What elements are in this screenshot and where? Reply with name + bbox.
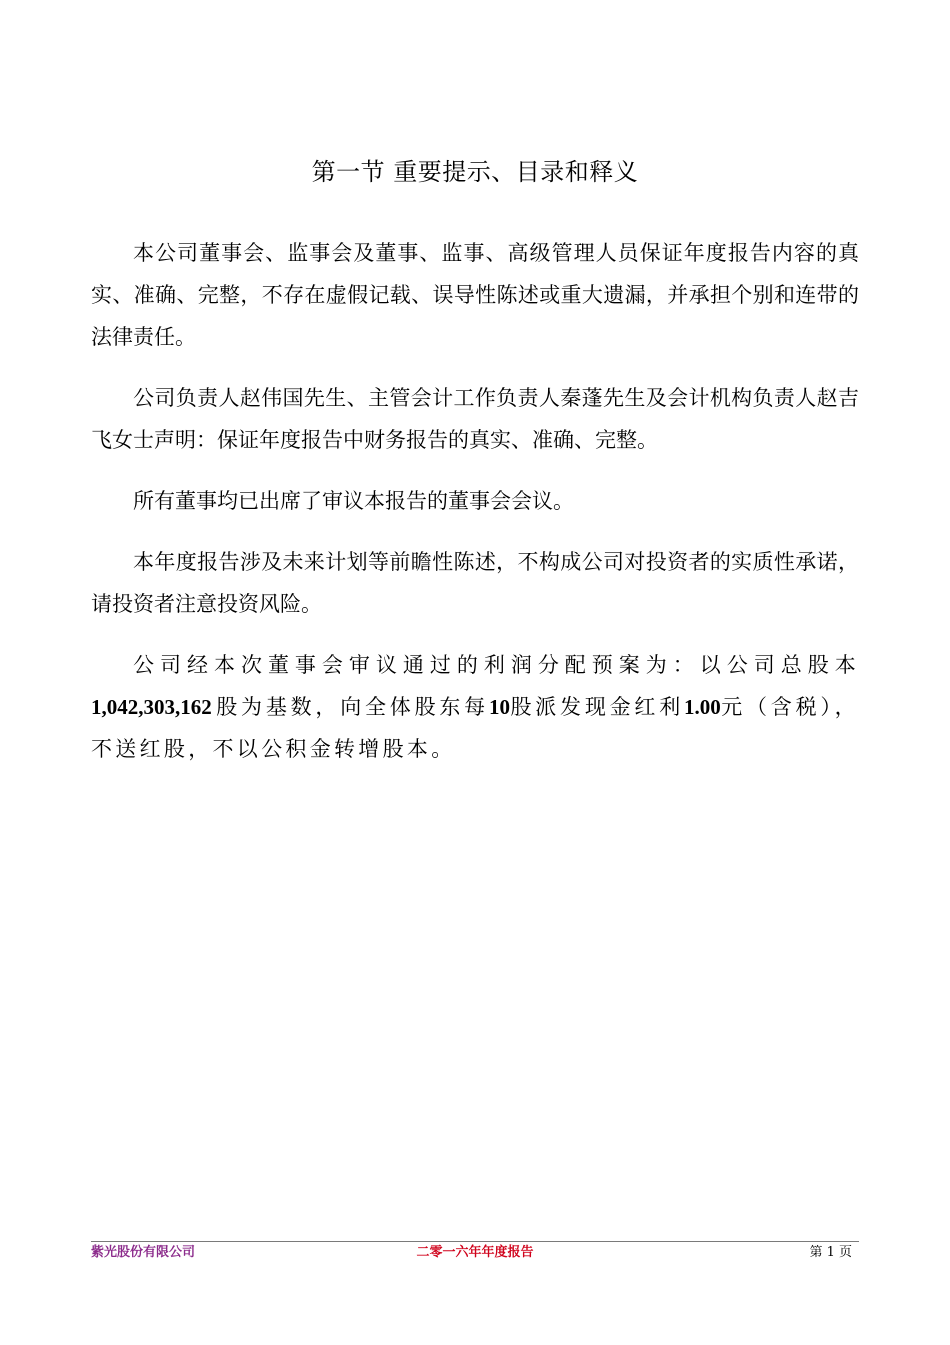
distribution-tail-text: 元（含税），不送红股，不以公积金转增股本。 bbox=[91, 695, 859, 761]
paragraph-board-attendance: 所有董事均已出席了审议本报告的董事会会议。 bbox=[133, 489, 574, 513]
footer-company-name: 紫光股份有限公司 bbox=[91, 1245, 196, 1260]
footer-divider bbox=[91, 1241, 859, 1242]
footer-page-number: 第 1 页 bbox=[809, 1245, 852, 1260]
footer-report-name: 二零一六年年度报告 bbox=[416, 1245, 534, 1260]
distribution-lead-text: 公司经本次董事会审议通过的利润分配预案为：以公司总股本 bbox=[133, 653, 859, 677]
per-shares-count: 10 bbox=[488, 695, 510, 719]
distribution-base-text: 股为基数，向全体股东每 bbox=[215, 695, 489, 719]
paragraph-officer-declaration: 公司负责人赵伟国先生、主管会计工作负责人秦蓬先生及会计机构负责人赵吉飞女士声明：保证年度报告中财务报告的真实、准确、完整。 bbox=[91, 386, 859, 452]
distribution-cash-text: 股派发现金红利 bbox=[509, 695, 684, 719]
section-title: 第一节 重要提示、目录和释义 bbox=[311, 158, 639, 186]
paragraph-responsibility-statement: 本公司董事会、监事会及董事、监事、高级管理人员保证年度报告内容的真实、准确、完整，不存在虚假记载、误导性陈述或重大遗漏，并承担个别和连带的法律责任。 bbox=[91, 241, 859, 349]
body-text bbox=[91, 232, 859, 789]
cash-dividend-amount: 1.00 bbox=[683, 695, 721, 719]
paragraph-forward-looking-risk: 本年度报告涉及未来计划等前瞻性陈述，不构成公司对投资者的实质性承诺，请投资者注意投资风险。 bbox=[91, 550, 859, 616]
paragraph-profit-distribution bbox=[91, 644, 859, 770]
total-share-count: 1,042,303,162 bbox=[91, 695, 212, 719]
